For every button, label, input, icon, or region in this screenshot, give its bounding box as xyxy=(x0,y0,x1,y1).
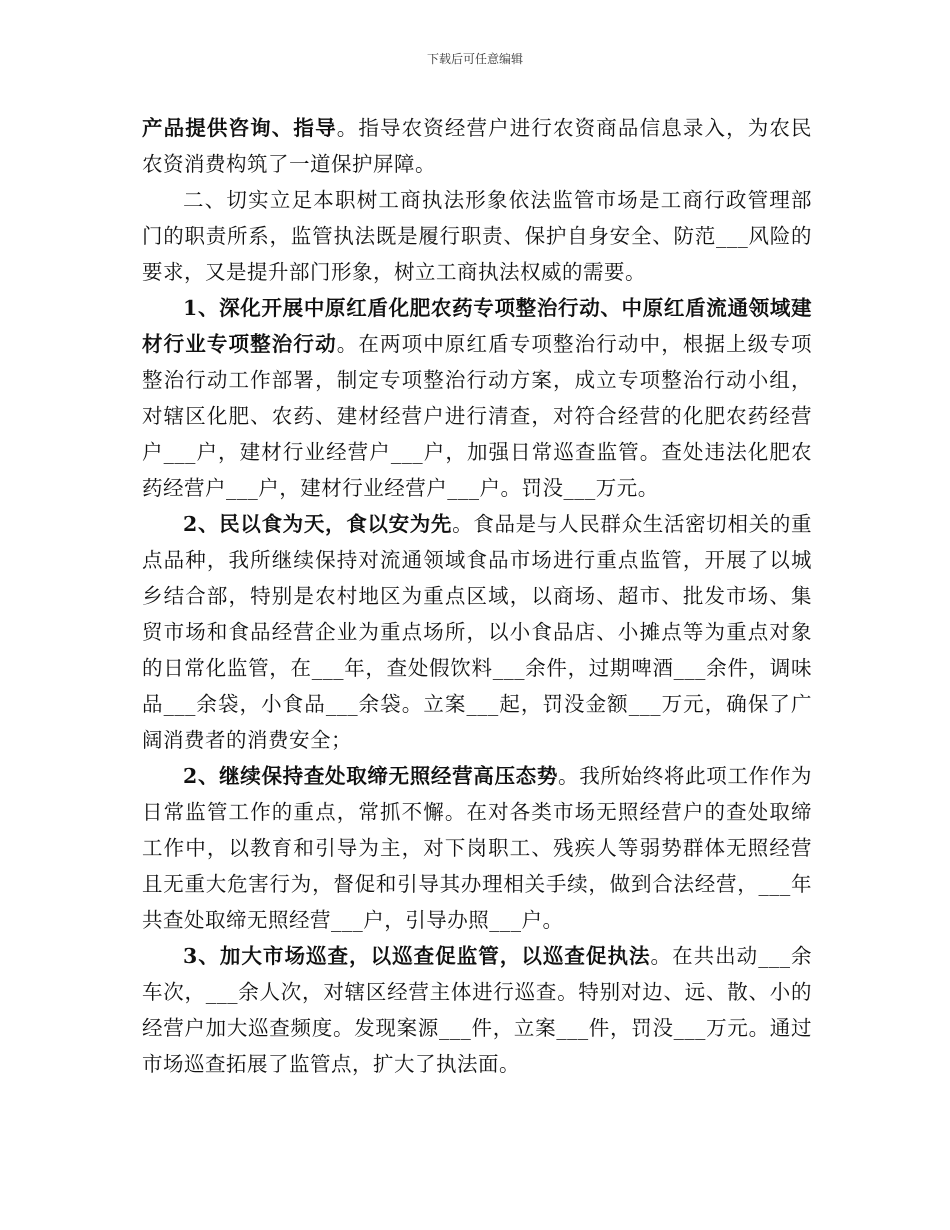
paragraph-6-text: 。在共出动___余车次，___余人次，对辖区经营主体进行巡查。特别对边、远、散、小的经营户加大巡查频度。发现案源___件，立案___件，罚没___万元。通过市场巡查拓展了监管点，扩大了执法面。 xyxy=(142,944,813,1076)
paragraph-3 xyxy=(142,290,812,506)
paragraph-5 xyxy=(142,758,812,938)
page-header: 下载后可任意编辑 xyxy=(426,52,523,66)
paragraph-4-text: 。食品是与人民群众生活密切相关的重点品种，我所继续保持对流通领域食品市场进行重点监管，开展了以城乡结合部，特别是农村地区为重点区域，以商场、超市、批发市场、集贸市场和食品经营企业为重点场所，以小食品店、小摊点等为重点对象的日常化监管，在___年，查处假饮料___余件，过期啤酒___余件，调味品___余袋，小食品___余袋。立案___起，罚没金额___万元，确保了广阔消费者的消费安全； xyxy=(142,512,813,752)
paragraph-5-heading: 2、继续保持查处取缔无照经营高压态势 xyxy=(183,764,559,788)
paragraph-6 xyxy=(142,938,812,1082)
paragraph-4 xyxy=(142,506,812,758)
paragraph-1 xyxy=(142,110,812,182)
paragraph-2-text: 二、切实立足本职树工商执法形象依法监管市场是工商行政管理部门的职责所系，监管执法既是履行职责、保护自身安全、防范___风险的要求，又是提升部门形象，树立工商执法权威的需要。 xyxy=(142,188,812,284)
paragraph-1-heading: 产品提供咨询、指导 xyxy=(142,116,337,140)
paragraph-3-text: 。在两项中原红盾专项整治行动中，根据上级专项整治行动工作部署，制定专项整治行动方案，成立专项整治行动小组，对辖区化肥、农药、建材经营户进行清查，对符合经营的化肥农药经营户___户，建材行业经营户___户，加强日常巡查监管。查处违法化肥农药经营户___户，建材行业经营户___户。罚没___万元。 xyxy=(142,332,813,500)
paragraph-3-heading: 1、深化开展中原红盾化肥农药专项整治行动、中原红盾流通领域建材行业专项整治行动 xyxy=(142,296,812,356)
paragraph-6-heading: 3、加大市场巡查，以巡查促监管，以巡查促执法 xyxy=(183,944,651,968)
paragraph-5-text: 。我所始终将此项工作作为日常监管工作的重点，常抓不懈。在对各类市场无照经营户的查处取缔工作中，以教育和引导为主，对下岗职工、残疾人等弱势群体无照经营且无重大危害行为，督促和引导其办理相关手续，做到合法经营，___年共查处取缔无照经营___户，引导办照___户。 xyxy=(142,764,813,932)
paragraph-1-text: 。指导农资经营户进行农资商品信息录入，为农民农资消费构筑了一道保护屏障。 xyxy=(142,116,813,176)
paragraph-4-heading: 2、民以食为天，食以安为先 xyxy=(183,512,453,536)
document-body xyxy=(142,110,812,1082)
paragraph-2 xyxy=(142,182,812,290)
